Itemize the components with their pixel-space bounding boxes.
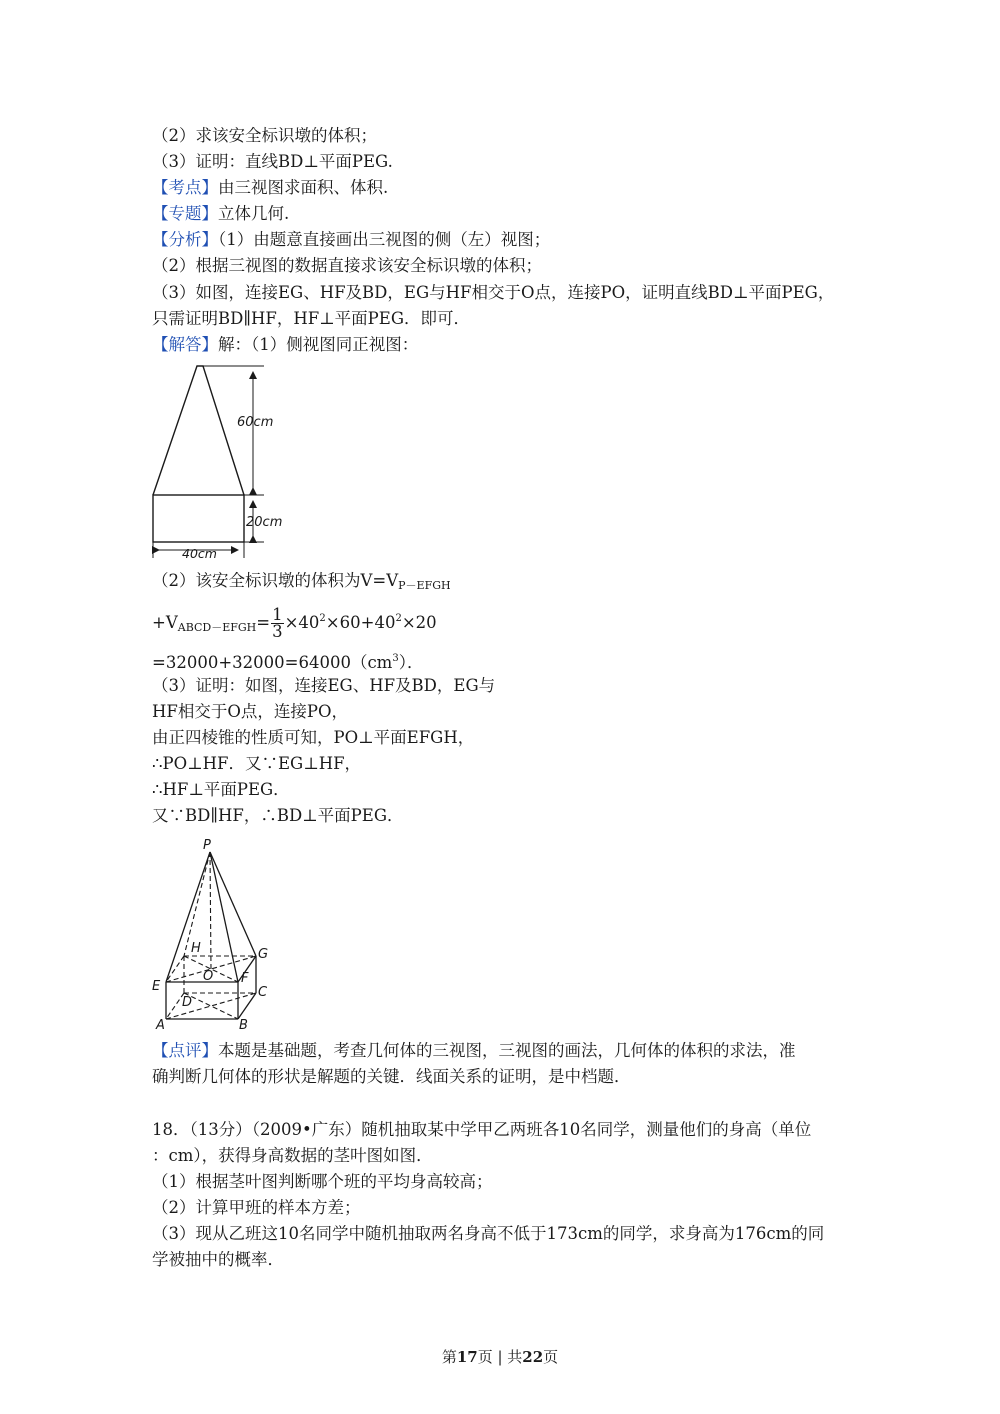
volume-line-1-sub: P－EFGH	[398, 579, 451, 592]
triangle-outline	[153, 366, 244, 495]
proof-line-6: 又∵BD∥HF，∴BD⊥平面PEG．	[152, 806, 404, 825]
vertex-G-label: G	[258, 947, 269, 962]
proof-line-2: HF相交于O点，连接PO，	[152, 702, 348, 721]
vertex-P-label: P	[203, 838, 211, 853]
volume-line-2	[152, 603, 437, 644]
volume-line-2-sub: ABCD－EFGH	[177, 621, 257, 634]
zhuanti-line	[152, 203, 289, 225]
vertex-E-label: E	[152, 979, 161, 994]
kaodian-text: 由三视图求面积、体积.	[218, 178, 389, 197]
vertex-H-label: H	[191, 941, 201, 956]
fenxi-text-3a: （3）如图，连接EG、HF及BD，EG与HF相交于O点，连接PO，证明直线BD⊥平面PEG，	[152, 283, 835, 302]
jieda-tag: 【解答】	[152, 335, 218, 354]
fenxi-text-3b: 只需证明BD∥HF，HF⊥平面PEG．即可．	[152, 309, 470, 328]
footer-page-number: 17	[456, 1348, 478, 1366]
q17-part2-question: （2）求该安全标识墩的体积；	[152, 126, 377, 145]
fraction-one-third	[271, 607, 284, 640]
q18-line-3: （1）根据茎叶图判断哪个班的平均身高较高；	[152, 1172, 493, 1191]
page-footer	[0, 1346, 1000, 1367]
volume-line-2-a: +V	[152, 613, 178, 632]
fenxi-text-1: （1）由题意直接画出三视图的侧（左）视图；	[218, 230, 551, 249]
kaodian-tag: 【考点】	[152, 178, 218, 197]
fraction-denominator: 3	[272, 622, 283, 641]
dianping-tag: 【点评】	[152, 1041, 218, 1060]
volume-line-2-sup1: 2	[319, 613, 326, 624]
volume-line-3-a: =32000+32000=64000（cm	[152, 653, 393, 672]
q18-line-6: 学被抽中的概率．	[152, 1250, 284, 1269]
volume-line-2-c: ×60+40	[325, 613, 396, 632]
side-view-figure	[140, 360, 300, 565]
fenxi-line	[152, 229, 550, 251]
volume-line-2-eq: =	[256, 613, 271, 632]
jieda-text-1: 解：（1）侧视图同正视图：	[218, 335, 419, 354]
volume-line-1-text: （2）该安全标识墩的体积为V=V	[152, 571, 399, 590]
vertex-A-label: A	[156, 1018, 165, 1033]
volume-line-3	[152, 648, 423, 674]
fenxi-tag: 【分析】	[152, 230, 218, 249]
vertex-D-label: D	[182, 995, 193, 1010]
volume-line-2-b: ×40	[284, 613, 320, 632]
zhuanti-tag: 【专题】	[152, 204, 218, 223]
zhuanti-text: 立体几何.	[218, 204, 290, 223]
footer-middle: 页 | 共	[477, 1348, 523, 1366]
volume-line-3-b: ）．	[398, 653, 424, 672]
q18-line-1: 18．（13分）（2009•广东）随机抽取某中学甲乙两班各10名同学，测量他们的身高（单位	[152, 1120, 812, 1139]
q18-line-2: ：cm），获得身高数据的茎叶图如图．	[152, 1146, 433, 1165]
volume-line-2-d: ×20	[401, 613, 437, 632]
fenxi-text-2: （2）根据三视图的数据直接求该安全标识墩的体积；	[152, 256, 542, 275]
vertex-C-label: C	[258, 985, 268, 1000]
kaodian-line	[152, 177, 388, 199]
dianping-line	[152, 1040, 796, 1062]
dianping-text-2: 确判断几何体的形状是解题的关键．线面关系的证明，是中档题．	[152, 1067, 631, 1086]
proof-line-4: ∴PO⊥HF．又∵EG⊥HF，	[152, 754, 362, 773]
base-rectangle	[153, 495, 244, 542]
proof-line-3: 由正四棱锥的性质可知，PO⊥平面EFGH，	[152, 728, 475, 747]
footer-prefix: 第	[441, 1348, 457, 1366]
footer-page-total: 22	[522, 1348, 544, 1366]
dianping-text-1: 本题是基础题，考查几何体的三视图，三视图的画法，几何体的体积的求法，准	[218, 1041, 796, 1060]
pyramid-figure	[148, 834, 278, 1034]
volume-line-2-sup2: 2	[395, 613, 402, 624]
label-60cm: 60cm	[237, 415, 274, 430]
q18-line-5: （3）现从乙班这10名同学中随机抽取两名身高不低于173cm的同学，求身高为176cm的同	[152, 1224, 825, 1243]
proof-line-1: （3）证明：如图，连接EG、HF及BD，EG与	[152, 676, 496, 695]
volume-line-1	[152, 570, 451, 597]
vertex-B-label: B	[239, 1018, 248, 1033]
label-20cm: 20cm	[246, 515, 283, 530]
volume-line-3-sup: 3	[392, 653, 399, 664]
vertex-O-label: O	[203, 969, 214, 984]
proof-line-5: ∴HF⊥平面PEG．	[152, 780, 290, 799]
fraction-numerator: 1	[272, 605, 283, 624]
label-40cm: 40cm	[182, 546, 217, 561]
jieda-line	[152, 334, 418, 356]
vertex-F-label: F	[241, 971, 249, 986]
q18-line-4: （2）计算甲班的样本方差；	[152, 1198, 361, 1217]
q17-part3-question: （3）证明：直线BD⊥平面PEG.	[152, 152, 393, 171]
footer-suffix: 页	[543, 1348, 559, 1366]
